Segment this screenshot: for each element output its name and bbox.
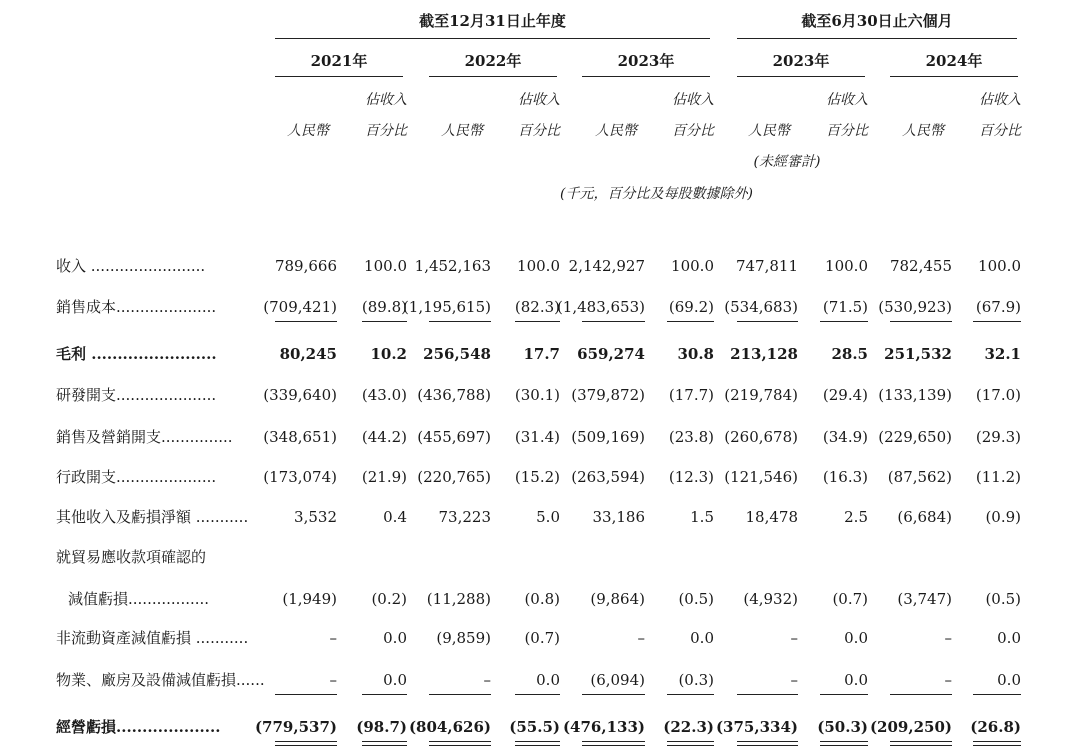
underline bbox=[582, 745, 645, 746]
underline bbox=[667, 741, 714, 742]
unaudited-note: (未經審計) bbox=[753, 154, 821, 170]
table-cell: (44.2) bbox=[361, 428, 407, 446]
table-cell: 251,532 bbox=[884, 345, 952, 363]
table-cell: 782,455 bbox=[889, 257, 952, 275]
col-header-pct: 百分比 bbox=[672, 123, 714, 139]
col-header-pct: 佔收入 bbox=[826, 92, 868, 108]
table-cell: (260,678) bbox=[724, 428, 798, 446]
table-cell: (263,594) bbox=[571, 468, 645, 486]
divider bbox=[582, 76, 710, 77]
underline bbox=[973, 741, 1021, 742]
table-cell: (509,169) bbox=[571, 428, 645, 446]
row-label: 研發開支..................... bbox=[56, 386, 217, 404]
table-cell: 100.0 bbox=[978, 257, 1021, 275]
underline bbox=[667, 694, 714, 695]
table-cell: (0.7) bbox=[524, 629, 560, 647]
table-cell: (67.9) bbox=[975, 298, 1021, 316]
underline bbox=[275, 745, 337, 746]
table-cell: (709,421) bbox=[263, 298, 337, 316]
table-cell: 5.0 bbox=[536, 508, 560, 526]
row-label: 經營虧損.................... bbox=[56, 718, 221, 736]
table-cell: (339,640) bbox=[263, 386, 337, 404]
table-cell: (17.0) bbox=[975, 386, 1021, 404]
table-cell: (31.4) bbox=[514, 428, 560, 446]
group-header-interim: 截至6月30日止六個月 bbox=[801, 12, 953, 30]
underline bbox=[973, 321, 1021, 322]
underline bbox=[429, 321, 491, 322]
table-cell: (6,684) bbox=[897, 508, 952, 526]
table-cell: (379,872) bbox=[571, 386, 645, 404]
table-cell: (1,949) bbox=[282, 590, 337, 608]
table-cell: (55.5) bbox=[509, 718, 560, 736]
underline bbox=[737, 741, 798, 742]
table-cell: (29.3) bbox=[975, 428, 1021, 446]
table-cell: (133,139) bbox=[878, 386, 952, 404]
table-cell: (12.3) bbox=[668, 468, 714, 486]
table-cell: – bbox=[790, 671, 798, 689]
col-header-rmb: 人民幣 bbox=[441, 123, 483, 139]
table-cell: (69.2) bbox=[668, 298, 714, 316]
underline bbox=[515, 694, 560, 695]
table-cell: (0.7) bbox=[832, 590, 868, 608]
table-cell: (98.7) bbox=[356, 718, 407, 736]
table-cell: (3,747) bbox=[897, 590, 952, 608]
underline bbox=[890, 745, 952, 746]
underline bbox=[515, 741, 560, 742]
table-cell: 28.5 bbox=[831, 345, 868, 363]
table-cell: 1,452,163 bbox=[414, 257, 491, 275]
underline bbox=[820, 694, 868, 695]
table-cell: 789,666 bbox=[274, 257, 337, 275]
table-cell: 0.0 bbox=[844, 671, 868, 689]
col-header-pct: 百分比 bbox=[979, 123, 1021, 139]
col-header-pct: 百分比 bbox=[518, 123, 560, 139]
underline bbox=[362, 321, 407, 322]
table-cell: 80,245 bbox=[279, 345, 337, 363]
table-cell: (17.7) bbox=[668, 386, 714, 404]
row-label: 收入 ........................ bbox=[56, 257, 206, 275]
table-cell: (29.4) bbox=[822, 386, 868, 404]
underline bbox=[890, 741, 952, 742]
table-cell: (0.9) bbox=[985, 508, 1021, 526]
table-cell: – bbox=[637, 629, 645, 647]
table-cell: (15.2) bbox=[514, 468, 560, 486]
table-cell: (219,784) bbox=[724, 386, 798, 404]
row-label: 銷售及營銷開支............... bbox=[56, 428, 233, 446]
table-cell: 213,128 bbox=[730, 345, 798, 363]
unit-note: (千元，百分比及每股數據除外) bbox=[560, 186, 753, 202]
table-cell: (82.3) bbox=[514, 298, 560, 316]
table-cell: 73,223 bbox=[438, 508, 491, 526]
underline bbox=[429, 745, 491, 746]
divider bbox=[737, 76, 865, 77]
year-header: 2022年 bbox=[464, 52, 522, 70]
table-cell: (220,765) bbox=[417, 468, 491, 486]
table-cell: 0.0 bbox=[536, 671, 560, 689]
col-header-rmb: 人民幣 bbox=[902, 123, 944, 139]
table-cell: (375,334) bbox=[715, 718, 798, 736]
underline bbox=[737, 745, 798, 746]
underline bbox=[362, 741, 407, 742]
table-cell: (71.5) bbox=[822, 298, 868, 316]
table-cell: 0.0 bbox=[383, 671, 407, 689]
table-cell: (534,683) bbox=[724, 298, 798, 316]
table-cell: 17.7 bbox=[523, 345, 560, 363]
table-cell: (1,195,615) bbox=[402, 298, 491, 316]
table-cell: 100.0 bbox=[517, 257, 560, 275]
year-header: 2024年 bbox=[925, 52, 983, 70]
table-cell: (0.2) bbox=[371, 590, 407, 608]
underline bbox=[973, 745, 1021, 746]
table-cell: (229,650) bbox=[878, 428, 952, 446]
table-cell: (89.8) bbox=[361, 298, 407, 316]
table-cell: (173,074) bbox=[263, 468, 337, 486]
underline bbox=[890, 694, 952, 695]
table-cell: 256,548 bbox=[423, 345, 491, 363]
col-header-rmb: 人民幣 bbox=[287, 123, 329, 139]
row-label: 行政開支..................... bbox=[56, 468, 217, 486]
underline bbox=[275, 321, 337, 322]
table-cell: (0.5) bbox=[985, 590, 1021, 608]
underline bbox=[820, 321, 868, 322]
table-cell: – bbox=[329, 671, 337, 689]
table-cell: 659,274 bbox=[577, 345, 645, 363]
underline bbox=[275, 741, 337, 742]
table-cell: (0.5) bbox=[678, 590, 714, 608]
underline bbox=[582, 694, 645, 695]
table-cell: (34.9) bbox=[822, 428, 868, 446]
table-cell: – bbox=[944, 629, 952, 647]
table-cell: (348,651) bbox=[263, 428, 337, 446]
table-cell: (4,932) bbox=[743, 590, 798, 608]
table-cell: (209,250) bbox=[869, 718, 952, 736]
divider bbox=[737, 38, 1017, 39]
table-cell: 0.0 bbox=[997, 629, 1021, 647]
underline bbox=[275, 694, 337, 695]
table-cell: (23.8) bbox=[668, 428, 714, 446]
underline bbox=[820, 745, 868, 746]
group-header-annual: 截至12月31日止年度 bbox=[419, 12, 566, 30]
table-cell: (9,859) bbox=[436, 629, 491, 647]
col-header-pct: 百分比 bbox=[365, 123, 407, 139]
table-cell: 10.2 bbox=[370, 345, 407, 363]
underline bbox=[582, 741, 645, 742]
table-cell: 32.1 bbox=[984, 345, 1021, 363]
table-cell: 0.0 bbox=[383, 629, 407, 647]
table-cell: (26.8) bbox=[970, 718, 1021, 736]
row-label: 非流動資產減值虧損 ........... bbox=[56, 629, 249, 647]
year-header: 2023年 bbox=[617, 52, 675, 70]
year-header: 2021年 bbox=[310, 52, 368, 70]
table-cell: (804,626) bbox=[408, 718, 491, 736]
divider bbox=[275, 76, 403, 77]
underline bbox=[973, 694, 1021, 695]
col-header-pct: 百分比 bbox=[826, 123, 868, 139]
table-cell: 0.4 bbox=[383, 508, 407, 526]
table-cell: – bbox=[483, 671, 491, 689]
table-cell: (9,864) bbox=[590, 590, 645, 608]
table-cell: (476,133) bbox=[562, 718, 645, 736]
table-cell: (1,483,653) bbox=[556, 298, 645, 316]
underline bbox=[515, 321, 560, 322]
table-cell: (455,697) bbox=[417, 428, 491, 446]
row-label: 物業、廠房及設備減值虧損...... bbox=[56, 671, 265, 689]
col-header-pct: 佔收入 bbox=[518, 92, 560, 108]
row-label: 減值虧損................. bbox=[68, 590, 210, 608]
table-cell: – bbox=[944, 671, 952, 689]
row-label: 銷售成本..................... bbox=[56, 298, 217, 316]
table-cell: 100.0 bbox=[671, 257, 714, 275]
table-cell: 30.8 bbox=[677, 345, 714, 363]
table-cell: (779,537) bbox=[254, 718, 337, 736]
table-cell: – bbox=[790, 629, 798, 647]
table-cell: (530,923) bbox=[878, 298, 952, 316]
table-cell: (0.8) bbox=[524, 590, 560, 608]
col-header-rmb: 人民幣 bbox=[748, 123, 790, 139]
col-header-pct: 佔收入 bbox=[979, 92, 1021, 108]
table-cell: 100.0 bbox=[364, 257, 407, 275]
table-cell: (6,094) bbox=[590, 671, 645, 689]
col-header-pct: 佔收入 bbox=[365, 92, 407, 108]
divider bbox=[890, 76, 1018, 77]
underline bbox=[667, 745, 714, 746]
table-cell: 2.5 bbox=[844, 508, 868, 526]
divider bbox=[429, 76, 557, 77]
underline bbox=[737, 694, 798, 695]
table-cell: (43.0) bbox=[361, 386, 407, 404]
table-cell: (22.3) bbox=[663, 718, 714, 736]
table-cell: 0.0 bbox=[844, 629, 868, 647]
table-cell: 747,811 bbox=[735, 257, 798, 275]
table-cell: (436,788) bbox=[417, 386, 491, 404]
table-cell: (0.3) bbox=[678, 671, 714, 689]
underline bbox=[667, 321, 714, 322]
underline bbox=[582, 321, 645, 322]
table-cell: (121,546) bbox=[724, 468, 798, 486]
divider bbox=[275, 38, 710, 39]
row-label: 其他收入及虧損淨額 ........... bbox=[56, 508, 249, 526]
row-label: 毛利 ........................ bbox=[56, 345, 217, 363]
col-header-rmb: 人民幣 bbox=[595, 123, 637, 139]
table-cell: (11,288) bbox=[426, 590, 491, 608]
table-cell: (16.3) bbox=[822, 468, 868, 486]
table-cell: 100.0 bbox=[825, 257, 868, 275]
table-cell: (11.2) bbox=[975, 468, 1021, 486]
table-cell: 33,186 bbox=[592, 508, 645, 526]
underline bbox=[890, 321, 952, 322]
table-cell: 2,142,927 bbox=[568, 257, 645, 275]
underline bbox=[362, 694, 407, 695]
row-label: 就貿易應收款項確認的 bbox=[56, 548, 207, 566]
table-cell: (21.9) bbox=[361, 468, 407, 486]
underline bbox=[737, 321, 798, 322]
table-cell: 0.0 bbox=[997, 671, 1021, 689]
underline bbox=[820, 741, 868, 742]
underline bbox=[362, 745, 407, 746]
underline bbox=[429, 741, 491, 742]
underline bbox=[515, 745, 560, 746]
col-header-pct: 佔收入 bbox=[672, 92, 714, 108]
underline bbox=[429, 694, 491, 695]
table-cell: (50.3) bbox=[817, 718, 868, 736]
table-cell: 0.0 bbox=[690, 629, 714, 647]
table-cell: 18,478 bbox=[745, 508, 798, 526]
table-cell: (87,562) bbox=[887, 468, 952, 486]
table-cell: 3,532 bbox=[294, 508, 337, 526]
table-cell: 1.5 bbox=[690, 508, 714, 526]
table-cell: (30.1) bbox=[514, 386, 560, 404]
year-header: 2023年 bbox=[772, 52, 830, 70]
table-cell: – bbox=[329, 629, 337, 647]
